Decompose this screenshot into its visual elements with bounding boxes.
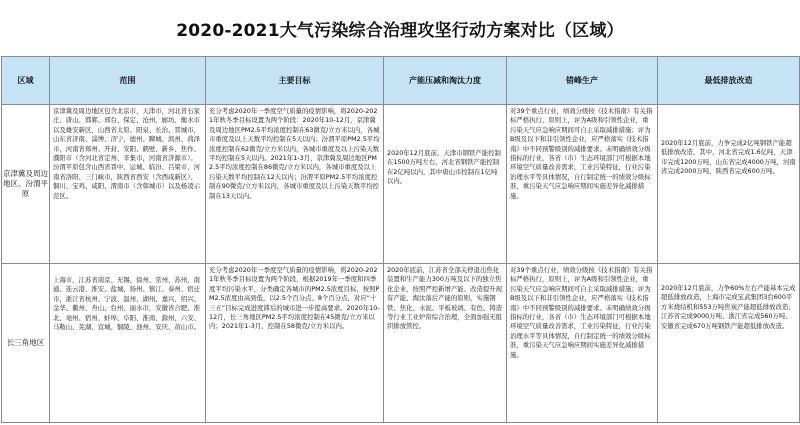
scope-cell xyxy=(50,105,206,264)
peak-cell xyxy=(507,105,658,264)
goal-text: 充分考虑2020年一季度空气质量的疫情影响，将2020-2021年秋冬季目标设置为两个阶段：2020年10-12月，京津冀及周边地区PM2.5平均浓度控制在63微克/立方米以内，各城市重度及以上天数平均控制在5天以内；汾渭平原PM2.5平均浓度控制在62微克/立方米以内，各城市重度及以上污染天数平均控制在5天以内。2021年1-3月，京津冀及周边地区PM2.5平均浓度控制在86微克/立方米以内，各城市重度及以上污染天数平均控制在12天以内；汾渭平原PM2.5平均浓度控制在90微克/立方米以内，各城市重度及以上污染天数平均控制在13天以内。 xyxy=(209,107,380,200)
header-peak: 错峰生产 xyxy=(507,57,658,105)
header-capacity: 产能压减和淘汰力度 xyxy=(384,57,507,105)
header-ultra-low: 最低排放改造 xyxy=(658,57,800,105)
header-region: 区域 xyxy=(2,57,50,105)
region-label: 长三角地区 xyxy=(6,338,45,347)
region-cell xyxy=(2,105,50,264)
table-row xyxy=(2,264,800,423)
scope-text: 京津冀及周边地区包含北京市，天津市，河北省石家庄、唐山、邯郸、邢台、保定、沧州、廊坊、衡水市以及雄安新区，山西省太原、阳泉、长治、晋城市，山东省济南、淄博、济宁、德州、聊城、滨州、菏泽市，河南省郑州、开封、安阳、鹤壁、新乡、焦作、濮阳市（含河北省定州、辛集市，河南省济源市）。汾渭平原包含山西省晋中、运城、临汾、吕梁市，河南省洛阳、三门峡市，陕西省西安（含西咸新区）、铜川、宝鸡、咸阳、渭南市（含韩城市）以及杨凌示范区。 xyxy=(53,107,200,200)
goal-text: 充分考虑2020年一季度空气质量的疫情影响，将2020-2021年秋冬季目标设置为两个阶段，根据2019年一季度和四季度平均污染水平，分类确定各城市的PM2.5浓度目标，按照PM2.5浓度由高到低，以2.5个百分点、8个百分点，对应“十三五”目标完成进度滞后的城市进一步提高要求。2020年10-12月，长三角地区PM2.5平均浓度控制在45微克/立方米以内；2021年1-3月，控制在58微克/立方米以内。 xyxy=(209,266,380,331)
capacity-text: 2020年12月底前，天津市钢铁产能控制在1500万吨左右，河北省钢铁产能控制在2亿吨以内，其中唐山市控制在1亿吨以内。 xyxy=(387,149,501,186)
peak-text: 对39个重点行业，绩效分级按《技术指南》有关指标严格执行，原则上，评为A级和引领性企业，重污染天气应急响应期间可自主采取减排措施；评为B级及以下和非引领性企业，应严格落实《技术指南》中不同预警级别的减排要求。未明确绩效分级指标的行业，各省（市）生态环境部门可根据本地环境空气质量改善需求，工业污染特征，行业污染治理水平等具体情况，自行制定统一的绩效分级标准，重污染天气应急响应期间实施差异化减排措施。 xyxy=(510,107,653,200)
ultra-text: 2020年12月底前，力争完成2亿吨钢铁产能超低排放改造，其中，河北省完成1.6亿吨，天津市完成1200万吨，山东省完成4000万吨，河南省完成2000万吨，陕西省完成600万吨。 xyxy=(661,139,796,176)
capacity-text: 2020年底前，江苏省全部关停退出焦化装置和生产能力300万吨及以下的独立焦化企业，按照严控新增产能、改造提升现有产能、淘汰落后产能的原则，实施钢铁、焦化、水泥、平板玻璃、有色、铸造等行业工业炉窑综合治理，全面加强无组织排放管控。 xyxy=(387,266,503,331)
header-scope: 范围 xyxy=(50,57,206,105)
header-goal: 主要目标 xyxy=(206,57,384,105)
table-row xyxy=(2,105,800,264)
peak-cell xyxy=(507,264,658,423)
header-row xyxy=(2,57,800,105)
region-label: 京津冀及周边地区、汾渭平原 xyxy=(3,169,48,198)
goal-cell xyxy=(206,105,384,264)
peak-text: 对39个重点行业，绩效分级按《技术指南》有关指标严格执行，原则上，评为A级和引领性企业，重污染天气应急响应期间可自主采取减排措施；评为B级及以下和非引领性企业，应严格落实《技术指南》中不同预警级别的减排要求。未明确绩效分级指标的行业，各省（市）生态环境部门可根据本地环境空气质量改善需求，工业污染特征，行业污染治理水平等具体情况，自行制定统一的绩效分级标准，重污染天气应急响应期间实施差异化减排措施。 xyxy=(510,266,653,359)
scope-cell xyxy=(50,264,206,423)
ultra-text: 2020年12月底前，力争60%左右产能基本完成超低排放改造，上海市完成宝武集团3台600平方米烧结机和553万吨焦炭产能超低排放改造；江苏省完成9000万吨、浙江省完成560万吨、安徽省完成670万吨钢铁产能超低排放改造。 xyxy=(661,284,796,330)
ultra-cell xyxy=(658,105,800,264)
goal-cell xyxy=(206,264,384,423)
capacity-cell xyxy=(384,264,507,423)
page-title: 2020-2021大气污染综合治理攻坚行动方案对比（区域） xyxy=(176,20,624,41)
region-cell xyxy=(2,264,50,423)
ultra-cell xyxy=(658,264,800,423)
comparison-table xyxy=(1,56,800,423)
capacity-cell xyxy=(384,105,507,264)
scope-text: 上海市，江苏省南京、无锡、徐州、常州、苏州、南通、连云港、淮安、盐城、扬州、镇江、泰州、宿迁市，浙江省杭州、宁波、温州、湖州、嘉兴、绍兴、金华、衢州、舟山、台州、丽水市，安徽省合肥、淮北、亳州、宿州、蚌埠、阜阳、淮南、滁州、六安、马鞍山、芜湖、宣城、铜陵、池州、安庆、黄山市。 xyxy=(53,276,200,332)
